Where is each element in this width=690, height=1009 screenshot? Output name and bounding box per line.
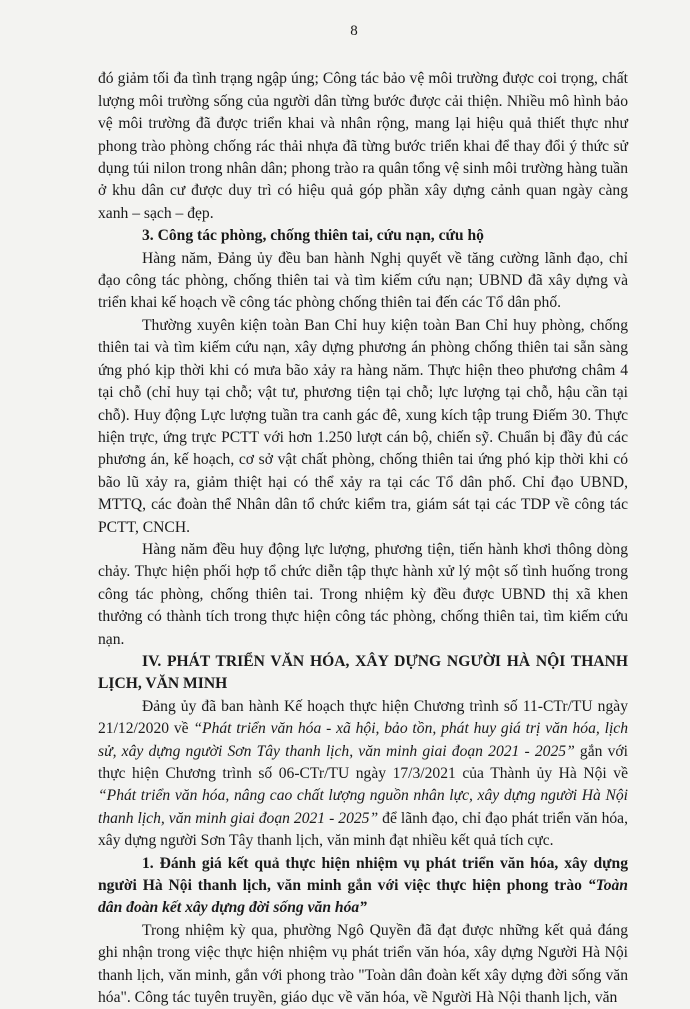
page-number: 8 <box>350 23 358 39</box>
quoted-program-title: “Phát triển văn hóa, nâng cao chất lượng nguồn nhân lực, xây dựng người Hà Nội thanh lịch, văn minh giai đoạn 2021 - 2025” <box>98 787 628 827</box>
subsection-heading-evaluation <box>98 853 628 920</box>
section-heading-disaster: 3. Công tác phòng, chống thiên tai, cứu nạn, cứu hộ <box>142 227 484 245</box>
chapter-heading-culture: IV. PHÁT TRIỂN VĂN HÓA, XÂY DỰNG NGƯỜI HÀ NỘI THANH LỊCH, VĂN MINH <box>98 652 628 693</box>
paragraph-term-results: Trong nhiệm kỳ qua, phường Ngô Quyền đã đạt được những kết quả đáng ghi nhận trong việc thực hiện nhiệm vụ phát triển văn hóa, xây dựng Người Hà Nội thanh lịch, văn minh, gắn với phong trào "Toàn dân đoàn kết xây dựng đời sống văn hóa". Công tác tuyên truyền, giáo dục về văn hóa, về Người Hà Nội thanh lịch, văn <box>98 921 628 1007</box>
text-run: gắn với thực hiện Chương trình số 06-CTr/TU ngày 17/3/2021 của Thành ủy Hà Nội về <box>98 742 628 782</box>
quoted-program-title: “Phát triển văn hóa - xã hội, bảo tồn, phát huy giá trị văn hóa, lịch sử, xây dựng người Sơn Tây thanh lịch, văn minh giai đoạn 2021 - 2025” <box>98 720 628 760</box>
paragraph-command-board: Thường xuyên kiện toàn Ban Chỉ huy kiện toàn Ban Chỉ huy phòng, chống thiên tai và tìm kiếm cứu nạn, xây dựng phương án phòng chống thiên tai sẵn sàng ứng phó kịp thời khi có mưa bão xảy ra hàng năm. Thực hiện theo phương châm 4 tại chỗ (chỉ huy tại chỗ; vật tư, phương tiện tại chỗ; lực lượng tại chỗ, hậu cần tại chỗ). Huy động Lực lượng tuần tra canh gác đê, xung kích tập trung Điếm 30. Thực hiện trực, ứng trực PCTT với hơn 1.250 lượt cán bộ, chiến sỹ. Chuẩn bị đầy đủ các phương án, kế hoạch, cơ sở vật chất phòng, chống thiên tai ứng phó kịp thời khi có bão lũ xảy ra, giảm thiệt hại có thể xảy ra tại các Tổ dân phố. Chỉ đạo UBND, MTTQ, các đoàn thể Nhân dân tổ chức kiểm tra, giám sát tại các TDP về công tác PCTT, CNCH. <box>98 316 628 536</box>
paragraph-mobilization: Hàng năm đều huy động lực lượng, phương tiện, tiến hành khơi thông dòng chảy. Thực hiện phối hợp tổ chức diễn tập thực hành xử lý một số tình huống trong công tác phòng, chống thiên tai. Trong nhiệm kỳ đều được UBND thị xã khen thưởng có thành tích trong thực hiện công tác phòng, chống thiên tai, tìm kiếm cứu nạn. <box>98 540 628 648</box>
paragraph-environment: đó giảm tối đa tình trạng ngập úng; Công tác bảo vệ môi trường được coi trọng, chất lượng môi trường sống của người dân từng bước được cải thiện. Nhiều mô hình bảo vệ môi trường đã được triển khai và nhân rộng, mang lại hiệu quả thiết thực như phong trào phòng chống rác thải nhựa đã từng bước triển khai để thay đổi ý thức sử dụng túi nilon trong nhân dân; phong trào ra quân tổng vệ sinh môi trường hàng tuần ở khu dân cư được duy trì có hiệu quả góp phần xây dựng cảnh quan ngày càng xanh – sạch – đẹp. <box>98 70 628 222</box>
text-run: để lãnh đạo, chỉ đạo phát triển văn hóa, xây dựng người Sơn Tây thanh lịch, văn minh đạt nhiều kết quả tích cực. <box>98 809 628 850</box>
text-run: Đảng ủy đã ban hành Kế hoạch thực hiện Chương trình số 11-CTr/TU ngày 21/12/2020 về <box>98 697 628 738</box>
heading-run: 1. Đánh giá kết quả thực hiện nhiệm vụ phát triển văn hóa, xây dựng người Hà Nội thanh lịch, văn minh gắn với việc thực hiện phong trào <box>98 854 628 895</box>
paragraph-culture-plan <box>98 696 628 853</box>
paragraph-disaster-resolution: Hàng năm, Đảng ủy đều ban hành Nghị quyết về tăng cường lãnh đạo, chỉ đạo công tác phòng, chống thiên tai và tìm kiếm cứu nạn; UBND đã xây dựng và triển khai kế hoạch về công tác phòng chống thiên tai đến các Tổ dân phố. <box>98 249 628 312</box>
quoted-movement-title: “Toàn dân đoàn kết xây dựng đời sống văn hóa” <box>98 877 628 917</box>
